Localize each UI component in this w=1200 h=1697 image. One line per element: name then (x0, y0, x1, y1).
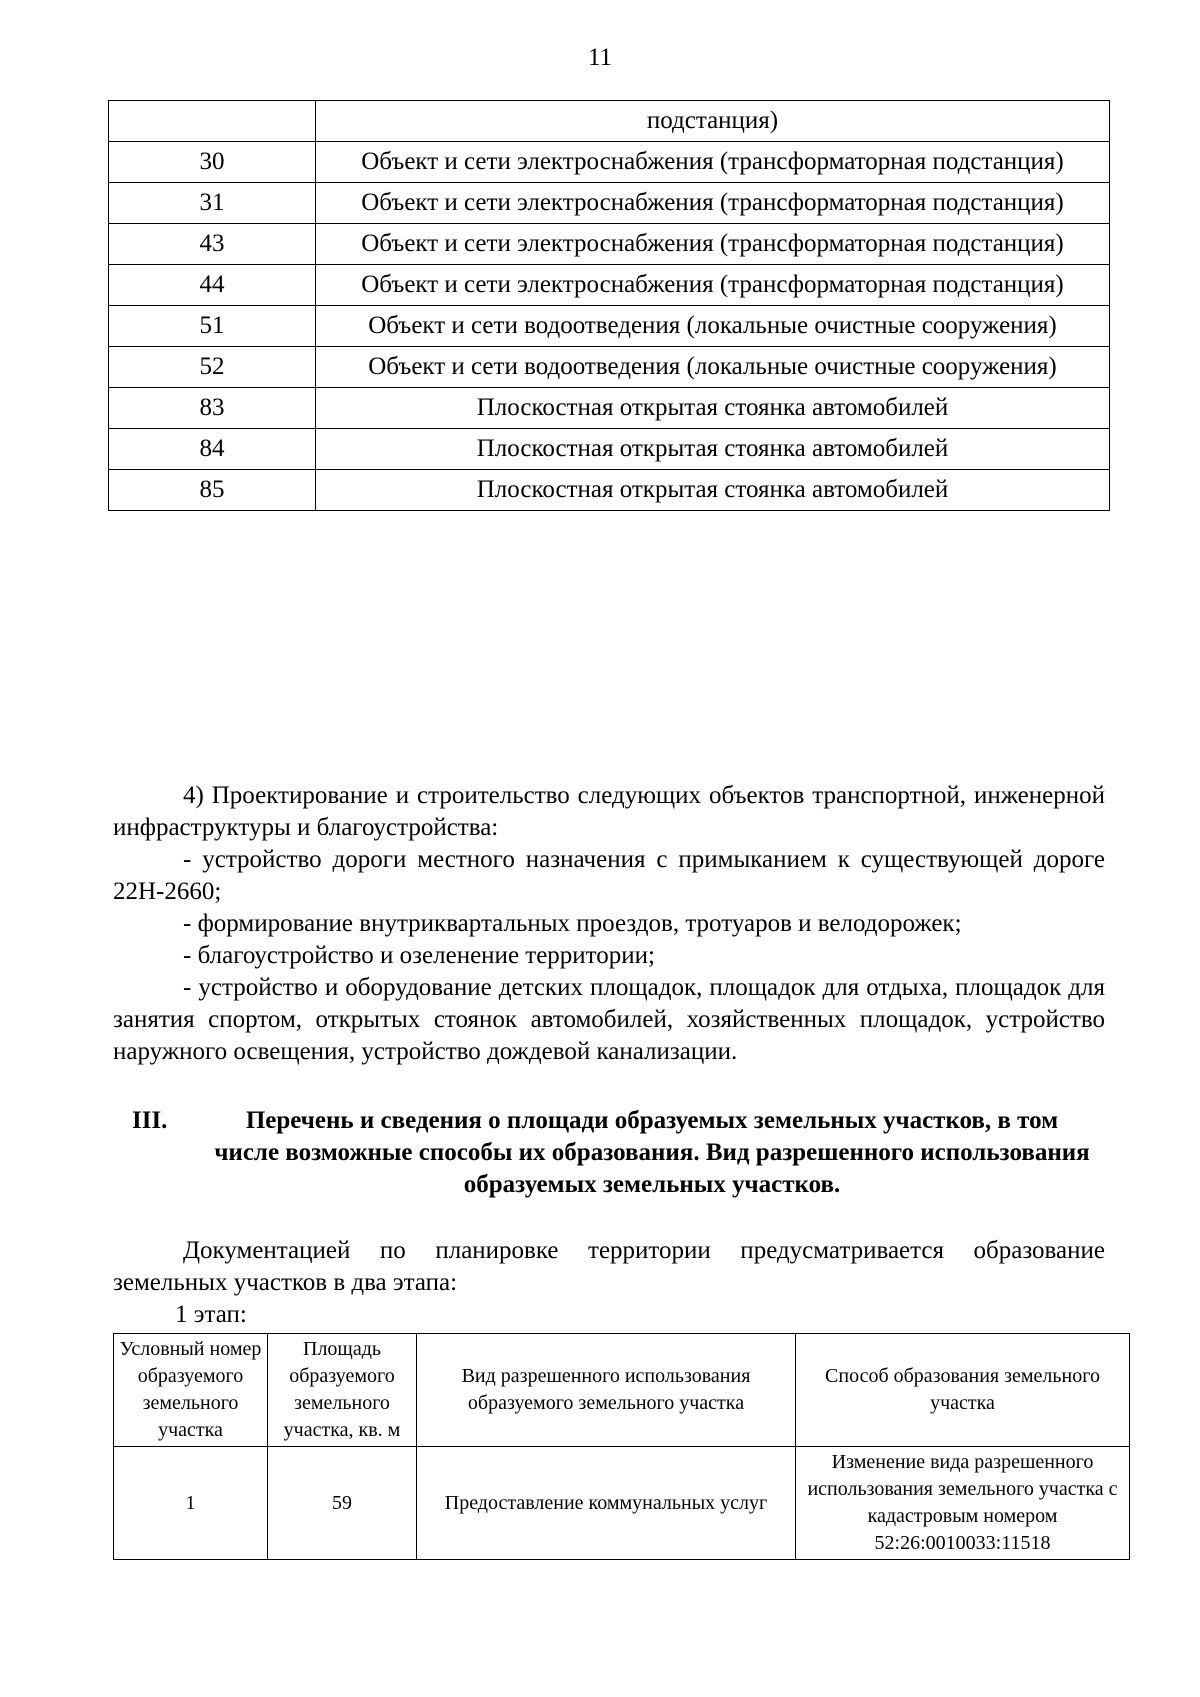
table-cell-description: Объект и сети электроснабжения (трансформаторная подстанция) (316, 224, 1110, 265)
section-number: III. (132, 1107, 168, 1134)
cell-formation-method: Изменение вида разрешенного использования земельного участка с кадастровым номером 52:26:0010033:11518 (796, 1447, 1130, 1560)
table-cell-description: Плоскостная открытая стоянка автомобилей (316, 429, 1110, 470)
section-title: Перечень и сведения о площади образуемых земельных участков, в том числе возможные способы их образования. Вид разрешенного использования образуемых земельных участков. (214, 1107, 1090, 1198)
table-cell-description: Объект и сети водоотведения (локальные очистные сооружения) (316, 306, 1110, 347)
stage-label: 1 этап: (175, 1301, 247, 1328)
table-cell-description: Плоскостная открытая стоянка автомобилей (316, 470, 1110, 511)
cell-permitted-use: Предоставление коммунальных услуг (417, 1447, 796, 1560)
table-row (109, 306, 1110, 347)
header-formation-method: Способ образования земельного участка (796, 1334, 1130, 1447)
table-cell-number: 52 (109, 347, 316, 388)
table-row (109, 388, 1110, 429)
table-row (109, 142, 1110, 183)
section-heading (132, 1105, 1092, 1201)
table-cell-number: 85 (109, 470, 316, 511)
cell-plot-number: 1 (114, 1447, 268, 1560)
paragraph: 4) Проектирование и строительство следующих объектов транспортной, инженерной инфраструктуры и благоустройства: (113, 782, 1105, 841)
table-cell-description: Плоскостная открытая стоянка автомобилей (316, 388, 1110, 429)
paragraph: - формирование внутриквартальных проездов, тротуаров и велодорожек; (183, 910, 962, 937)
cell-plot-area: 59 (268, 1447, 417, 1560)
table-cell-description: Объект и сети электроснабжения (трансформаторная подстанция) (316, 265, 1110, 306)
header-plot-area: Площадь образуемого земельного участка, кв. м (268, 1334, 417, 1447)
table-cell-description: Объект и сети водоотведения (локальные очистные сооружения) (316, 347, 1110, 388)
table-row (109, 265, 1110, 306)
paragraph: - благоустройство и озеленение территории; (183, 942, 655, 969)
table-cell-number (109, 101, 316, 142)
table-row (109, 347, 1110, 388)
header-permitted-use: Вид разрешенного использования образуемого земельного участка (417, 1334, 796, 1447)
table-cell-number: 31 (109, 183, 316, 224)
table-cell-number: 84 (109, 429, 316, 470)
objects-table (108, 100, 1110, 511)
table-row (109, 224, 1110, 265)
table-row (114, 1447, 1130, 1560)
plots-table (113, 1333, 1130, 1560)
paragraph: - устройство дороги местного назначения с примыканием к существующей дороге 22Н-2660; (113, 846, 1105, 905)
table-cell-number: 83 (109, 388, 316, 429)
body-text (113, 780, 1105, 1068)
table-row (109, 429, 1110, 470)
header-plot-number: Условный номер образуемого земельного участка (114, 1334, 268, 1447)
table-row (109, 101, 1110, 142)
paragraph: Документацией по планировке территории предусматривается образование земельных участков в два этапа: (113, 1237, 1105, 1296)
table-cell-number: 30 (109, 142, 316, 183)
table-cell-description: подстанция) (316, 101, 1110, 142)
table-cell-number: 43 (109, 224, 316, 265)
intro-text (113, 1235, 1105, 1299)
paragraph: - устройство и оборудование детских площадок, площадок для отдыха, площадок для занятия спортом, открытых стоянок автомобилей, хозяйственных площадок, устройство наружного освещения, устройство дождевой канализации. (113, 974, 1105, 1065)
table-cell-description: Объект и сети электроснабжения (трансформаторная подстанция) (316, 142, 1110, 183)
table-cell-description: Объект и сети электроснабжения (трансформаторная подстанция) (316, 183, 1110, 224)
page-number: 11 (587, 44, 613, 71)
table-row (109, 470, 1110, 511)
table-header-row (114, 1334, 1130, 1447)
table-cell-number: 51 (109, 306, 316, 347)
table-row (109, 183, 1110, 224)
table-cell-number: 44 (109, 265, 316, 306)
